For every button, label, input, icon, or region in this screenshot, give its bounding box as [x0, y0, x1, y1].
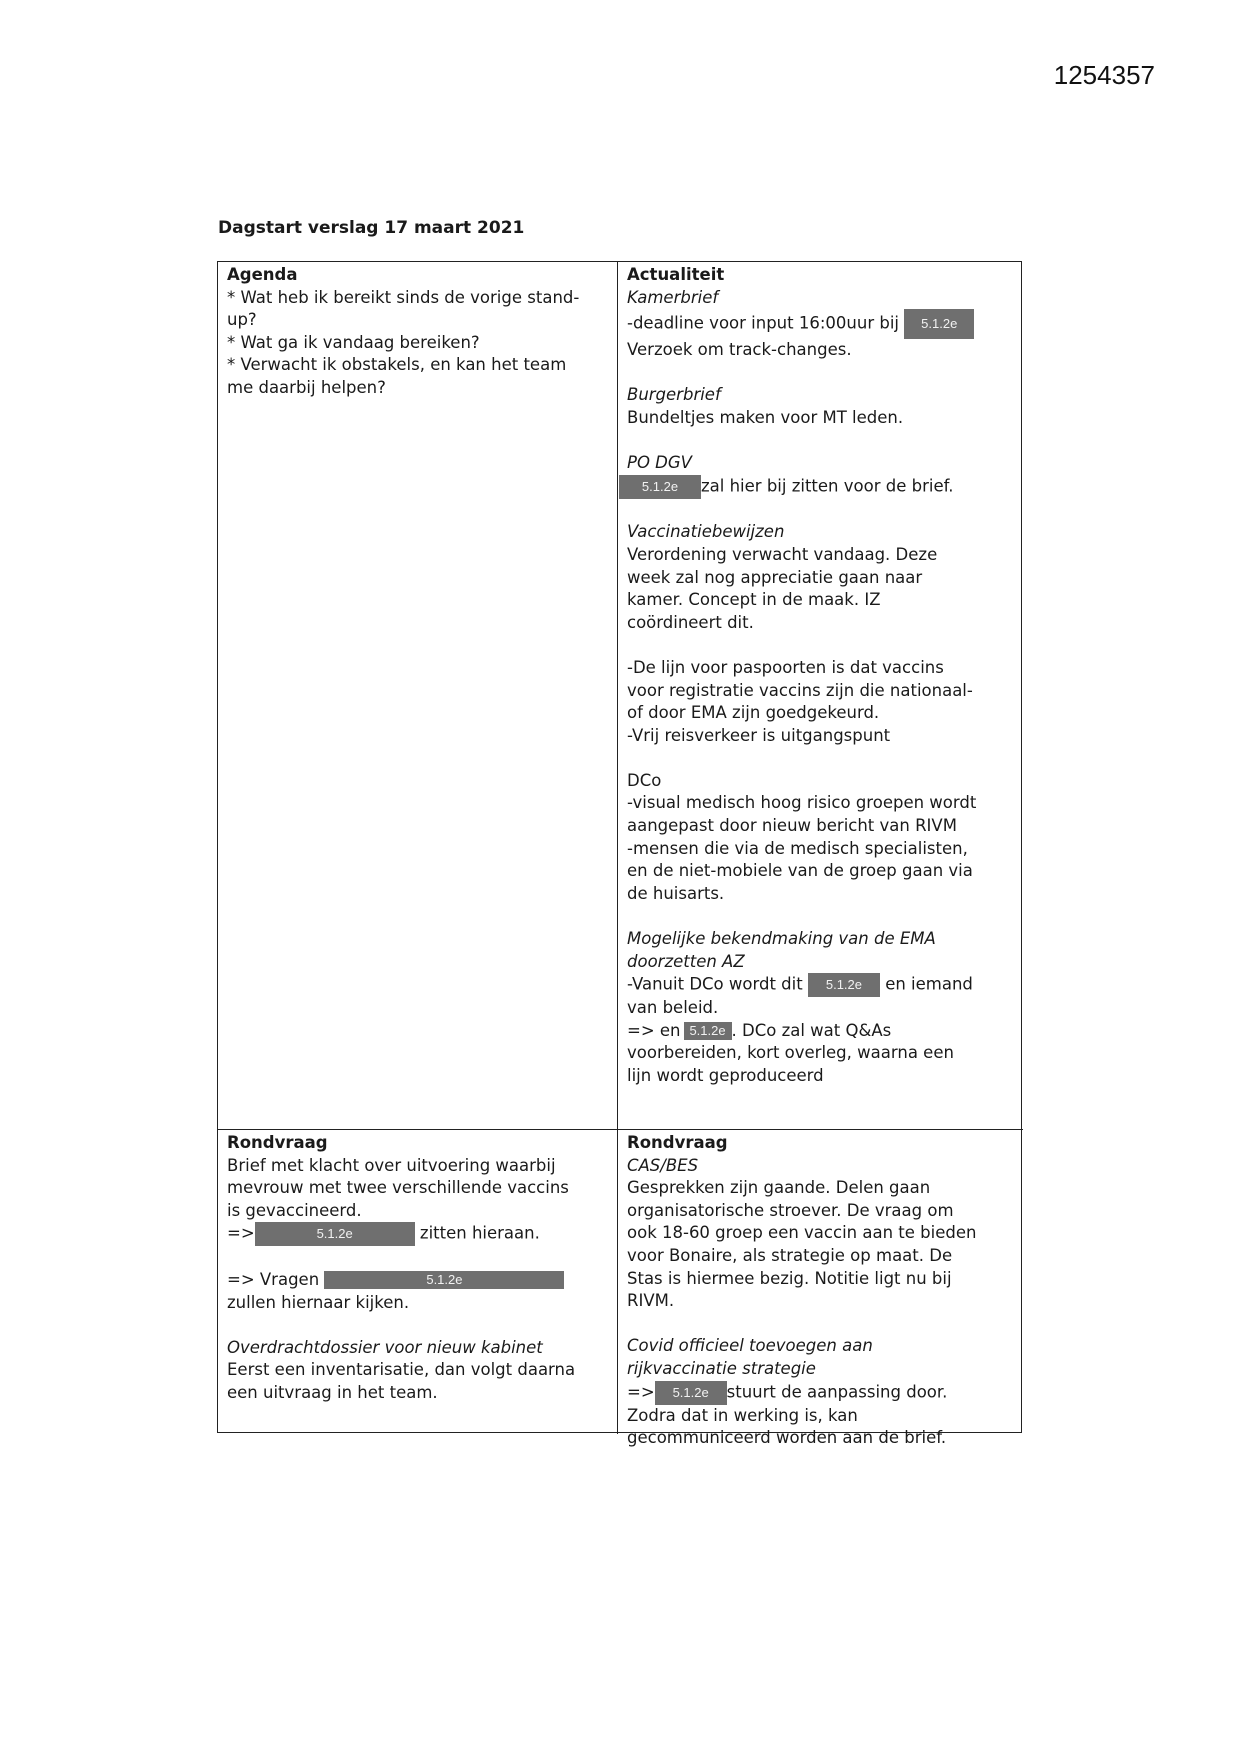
dco-line: -visual medisch hoog risico groepen wordt: [627, 793, 977, 813]
rondvraag-header: Rondvraag: [227, 1133, 328, 1152]
cas-line: ook 18-60 groep een vaccin aan te bieden: [627, 1223, 977, 1243]
rondvraag-line: Brief met klacht over uitvoering waarbij: [227, 1155, 556, 1175]
rondvraag-text: =>: [227, 1223, 255, 1243]
ema-line-text: . DCo zal wat Q&As: [731, 1020, 892, 1040]
cas-line: voor Bonaire, als strategie op maat. De: [627, 1245, 953, 1265]
redaction-box: 5.1.2e: [324, 1271, 564, 1289]
overdracht-line: Eerst een inventarisatie, dan volgt daarna: [227, 1360, 576, 1380]
ema-title: doorzetten AZ: [627, 951, 745, 971]
burgerbrief-title: Burgerbrief: [627, 385, 721, 405]
cas-line: RIVM.: [627, 1291, 675, 1311]
ema-line: van beleid.: [627, 998, 719, 1018]
dco-title: DCo: [627, 770, 662, 790]
agenda-line: * Wat ga ik vandaag bereiken?: [227, 332, 480, 352]
covid-text: =>: [627, 1382, 655, 1402]
actualiteit-cell: [618, 262, 1023, 1130]
cas-line: organisatorische stroever. De vraag om: [627, 1200, 954, 1220]
dco-line: en de niet-mobiele van de groep gaan via: [627, 861, 973, 881]
actualiteit-header: Actualiteit: [627, 265, 725, 284]
vaccinatie-line: week zal nog appreciatie gaan naar: [627, 567, 923, 587]
ema-line-text: => en: [627, 1020, 681, 1040]
kamerbrief-title: Kamerbrief: [627, 287, 719, 307]
dco-line: de huisarts.: [627, 883, 725, 903]
vaccinatie-line: kamer. Concept in de maak. IZ: [627, 590, 881, 610]
rondvraag-line: zullen hiernaar kijken.: [227, 1292, 410, 1312]
redaction-box: 5.1.2e: [904, 309, 974, 339]
agenda-line: up?: [227, 310, 257, 330]
rondvraag-line: [227, 1269, 608, 1292]
redaction-box: 5.1.2e: [684, 1022, 732, 1040]
covid-title: rijkvaccinatie strategie: [627, 1358, 816, 1378]
kamerbrief-deadline: [627, 309, 1014, 339]
po-dgv-text: zal hier bij zitten voor de brief.: [701, 476, 954, 496]
rondvraag-right-cell: [618, 1130, 1023, 1448]
rondvraag-line: is gevaccineerd.: [227, 1200, 362, 1220]
redaction-box: 5.1.2e: [655, 1381, 727, 1405]
agenda-header: Agenda: [227, 265, 298, 284]
covid-text: stuurt de aanpassing door.: [726, 1382, 948, 1402]
rondvraag-text: => Vragen: [227, 1269, 320, 1289]
rondvraag-header: Rondvraag: [627, 1133, 728, 1152]
paspoort-line: of door EMA zijn goedgekeurd.: [627, 703, 880, 723]
ema-line: [627, 1020, 1014, 1043]
overdracht-line: een uitvraag in het team.: [227, 1382, 438, 1402]
ema-title: Mogelijke bekendmaking van de EMA: [627, 929, 936, 949]
minutes-table: [217, 261, 1022, 1448]
covid-line: Zodra dat in werking is, kan: [627, 1405, 858, 1425]
agenda-line: * Verwacht ik obstakels, en kan het team: [227, 355, 567, 375]
agenda-line: me daarbij helpen?: [227, 377, 386, 397]
covid-title: Covid officieel toevoegen aan: [627, 1336, 873, 1356]
ema-line: lijn wordt geproduceerd: [627, 1066, 824, 1085]
covid-line: gecommuniceerd worden aan de brief.: [627, 1428, 947, 1448]
dco-line: aangepast door nieuw bericht van RIVM: [627, 816, 957, 836]
po-dgv-line: [619, 475, 1014, 499]
redaction-box: 5.1.2e: [808, 973, 880, 997]
rondvraag-line: [227, 1222, 608, 1246]
document-id: 1254357: [1053, 60, 1155, 90]
redaction-box: 5.1.2e: [619, 475, 701, 499]
vaccinatie-line: coördineert dit.: [627, 612, 754, 632]
overdracht-title: Overdrachtdossier voor nieuw kabinet: [227, 1337, 543, 1357]
vaccinatie-line: Verordening verwacht vandaag. Deze: [627, 544, 938, 564]
agenda-cell: [218, 262, 618, 1130]
redaction-box: 5.1.2e: [255, 1222, 415, 1246]
vaccinatiebewijzen-title: Vaccinatiebewijzen: [627, 522, 785, 542]
kamerbrief-deadline-text: -deadline voor input 16:00uur bij: [627, 313, 899, 333]
rondvraag-text: zitten hieraan.: [419, 1223, 540, 1243]
kamerbrief-line: Verzoek om track-changes.: [627, 340, 852, 360]
rondvraag-line: mevrouw met twee verschillende vaccins: [227, 1178, 569, 1198]
cas-line: Gesprekken zijn gaande. Delen gaan: [627, 1178, 931, 1198]
ema-line-text: en iemand: [885, 974, 973, 994]
agenda-line: * Wat heb ik bereikt sinds de vorige stand-: [227, 287, 580, 307]
paspoort-line: -De lijn voor paspoorten is dat vaccins: [627, 657, 944, 677]
burgerbrief-line: Bundeltjes maken voor MT leden.: [627, 407, 904, 427]
paspoort-line: -Vrij reisverkeer is uitgangspunt: [627, 725, 891, 745]
page-title: Dagstart verslag 17 maart 2021: [218, 218, 525, 238]
ema-line-text: -Vanuit DCo wordt dit: [627, 974, 803, 994]
dco-line: -mensen die via de medisch specialisten,: [627, 838, 968, 858]
po-dgv-title: PO DGV: [627, 453, 692, 473]
cas-line: Stas is hiermee bezig. Notitie ligt nu bij: [627, 1268, 952, 1288]
cas-title: CAS/BES: [627, 1155, 699, 1175]
ema-line: voorbereiden, kort overleg, waarna een: [627, 1043, 954, 1063]
covid-line: [627, 1381, 1014, 1405]
ema-line: [627, 973, 1014, 997]
rondvraag-left-cell: [218, 1130, 618, 1434]
paspoort-line: voor registratie vaccins zijn die nationaal-: [627, 680, 973, 700]
